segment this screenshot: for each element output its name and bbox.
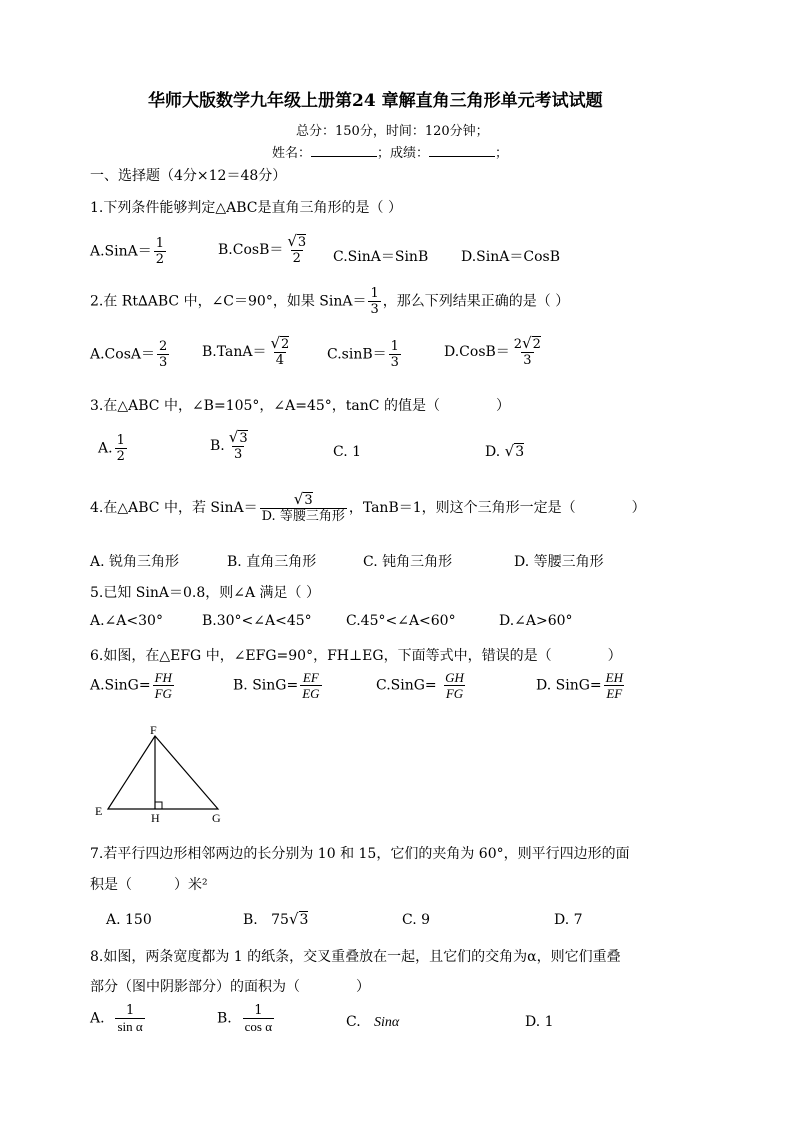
q5-option-d[interactable]: D.∠A>60° bbox=[499, 613, 573, 629]
q8-c-prefix: C. bbox=[346, 1014, 361, 1030]
q5-stem: 5.已知 SinA＝0.8，则∠A 满足（ ） bbox=[90, 585, 321, 601]
triangle-efg-figure bbox=[88, 722, 238, 827]
denominator: 3 bbox=[390, 355, 399, 370]
q6-b-fraction bbox=[300, 670, 321, 701]
numerator: 1 bbox=[116, 433, 125, 448]
numerator: EF bbox=[302, 670, 319, 685]
q6-option-d[interactable] bbox=[536, 670, 627, 701]
q7-option-d[interactable]: D. 7 bbox=[554, 912, 583, 928]
q4-option-b[interactable]: B. 直角三角形 bbox=[227, 554, 317, 570]
sqrt-icon: √ bbox=[287, 232, 297, 250]
q2-stem-fraction bbox=[368, 286, 380, 317]
q2-a-prefix: A.CosA＝ bbox=[90, 346, 155, 363]
radicand: 3 bbox=[515, 444, 525, 460]
q5-option-b[interactable]: B.30°<∠A<45° bbox=[202, 613, 312, 629]
q4-stem-pre: 4.在△ABC 中，若 SinA＝ bbox=[90, 500, 258, 516]
coefficient: 2 bbox=[513, 337, 523, 352]
q7-option-b[interactable] bbox=[243, 910, 308, 928]
q8-a-fraction bbox=[115, 1003, 144, 1034]
denominator: EF bbox=[606, 686, 623, 701]
label-g: G bbox=[212, 811, 221, 825]
q6-d-prefix: D. SinG= bbox=[536, 677, 602, 694]
denominator: sin α bbox=[117, 1019, 143, 1034]
q1-option-b[interactable] bbox=[218, 234, 310, 266]
section-heading: 一、选择题（4分×12＝48分） bbox=[90, 168, 287, 184]
triangle-outline bbox=[108, 736, 218, 809]
q1-a-prefix: A.SinA＝ bbox=[90, 243, 152, 260]
q4-option-d[interactable]: D. 等腰三角形 bbox=[514, 554, 604, 570]
denominator: D. 等腰三角形 bbox=[261, 509, 345, 524]
radicand: 3 bbox=[239, 431, 248, 446]
q1-b-prefix: B.CosB＝ bbox=[218, 242, 284, 258]
q8-option-a[interactable] bbox=[90, 1003, 147, 1034]
q2-stem bbox=[90, 286, 569, 317]
q3-a-fraction bbox=[115, 433, 127, 464]
q6-c-prefix: C.SinG= bbox=[376, 677, 437, 694]
q2-stem-pre: 2.在 Rt∆ABC 中，∠C＝90°，如果 SinA＝ bbox=[90, 293, 367, 310]
numerator: 2 bbox=[159, 339, 168, 354]
q2-option-a[interactable] bbox=[90, 339, 171, 370]
q3-option-a[interactable] bbox=[98, 433, 129, 464]
q2-c-fraction bbox=[389, 339, 401, 370]
label-f: F bbox=[150, 723, 157, 737]
q3-option-d[interactable] bbox=[485, 442, 524, 460]
radicand: 3 bbox=[299, 912, 309, 928]
q3-b-fraction bbox=[227, 430, 250, 462]
q8-c-value: Sinα bbox=[374, 1015, 400, 1030]
q6-stem: 6.如图，在△EFG 中，∠EFG=90°，FH⊥EG，下面等式中，错误的是（ ） bbox=[90, 648, 622, 664]
q7-option-c[interactable]: C. 9 bbox=[402, 912, 431, 928]
denominator: 2 bbox=[116, 449, 125, 464]
sqrt-icon: √ bbox=[504, 442, 515, 460]
q2-stem-post: ，那么下列结果正确的是（ ） bbox=[382, 293, 570, 310]
name-blank[interactable] bbox=[311, 156, 377, 157]
numerator: 1 bbox=[155, 236, 165, 251]
denominator: 3 bbox=[370, 302, 379, 317]
q8-option-c[interactable] bbox=[346, 1014, 399, 1031]
q3-option-b[interactable] bbox=[210, 430, 252, 462]
radicand: 2 bbox=[532, 337, 541, 352]
q8-option-b[interactable] bbox=[217, 1003, 276, 1034]
numerator: 1 bbox=[254, 1003, 263, 1018]
q1-option-a[interactable] bbox=[90, 236, 168, 267]
page-title: 华师大版数学九年级上册第24 章解直角三角形单元考试试题 bbox=[148, 91, 603, 111]
sqrt-icon: √ bbox=[293, 490, 304, 508]
q7-stem-line2: 积是（ ）米² bbox=[90, 877, 208, 893]
q4-option-a[interactable]: A. 锐角三角形 bbox=[90, 554, 180, 570]
q7-stem-line1: 7.若平行四边形相邻两边的长分别为 10 和 15，它们的夹角为 60°，则平行四边形的面 bbox=[90, 846, 630, 862]
q3-d-prefix: D. bbox=[485, 444, 501, 460]
numerator: 1 bbox=[390, 339, 399, 354]
sqrt-icon: √ bbox=[228, 428, 239, 446]
q8-stem-line1: 8.如图，两条宽度都为 1 的纸条，交叉重叠放在一起，且它们的交角为α，则它们重叠 bbox=[90, 949, 621, 965]
q8-b-fraction bbox=[243, 1003, 274, 1034]
name-score-line bbox=[272, 142, 508, 161]
q1-a-fraction bbox=[154, 236, 166, 267]
q8-option-d[interactable]: D. 1 bbox=[525, 1014, 554, 1030]
q3-option-c[interactable]: C. 1 bbox=[333, 444, 362, 460]
q1-option-c[interactable]: C.SinA＝SinB bbox=[333, 249, 429, 265]
q2-a-fraction bbox=[157, 339, 169, 370]
score-label: ；成绩： bbox=[377, 146, 430, 161]
q3-stem: 3.在△ABC 中，∠B=105°，∠A=45°，tanC 的值是（ ） bbox=[90, 398, 510, 414]
q2-option-d[interactable] bbox=[444, 336, 545, 368]
denominator: FG bbox=[154, 686, 172, 701]
sqrt-icon: √ bbox=[270, 334, 281, 352]
name-label: 姓名： bbox=[272, 146, 312, 161]
numerator: 1 bbox=[125, 1003, 135, 1018]
q6-c-fraction bbox=[443, 670, 466, 701]
q1-stem: 1.下列条件能够判定△ABC是直角三角形的是（ ） bbox=[90, 200, 402, 216]
q6-option-c[interactable] bbox=[376, 670, 468, 701]
q6-a-fraction bbox=[153, 670, 174, 701]
q6-b-prefix: B. SinG= bbox=[233, 677, 299, 694]
score-blank[interactable] bbox=[429, 156, 495, 157]
q8-a-prefix: A. bbox=[90, 1010, 105, 1027]
denominator: 3 bbox=[523, 353, 532, 368]
q6-option-b[interactable] bbox=[233, 670, 324, 701]
denominator: cos α bbox=[244, 1019, 273, 1034]
label-e: E bbox=[95, 804, 103, 818]
denominator: 2 bbox=[155, 252, 165, 267]
numerator: FH bbox=[154, 670, 172, 685]
numerator: 1 bbox=[370, 286, 379, 301]
q2-d-fraction bbox=[512, 336, 543, 368]
denominator: 4 bbox=[275, 353, 285, 368]
q1-b-fraction bbox=[285, 234, 308, 266]
q5-option-a[interactable]: A.∠A<30° bbox=[90, 613, 163, 629]
q2-b-prefix: B.TanA＝ bbox=[202, 344, 267, 360]
label-h: H bbox=[151, 811, 160, 825]
q8-stem-line2: 部分（图中阴影部分）的面积为（ ） bbox=[90, 979, 370, 995]
denominator: EG bbox=[302, 686, 320, 701]
q2-c-prefix: C.sinB＝ bbox=[327, 346, 387, 363]
numerator: GH bbox=[445, 670, 464, 685]
right-angle-mark bbox=[155, 802, 162, 809]
q7-option-a[interactable]: A. 150 bbox=[106, 912, 152, 928]
q2-d-prefix: D.CosB＝ bbox=[444, 344, 510, 360]
denominator: 3 bbox=[159, 355, 168, 370]
sqrt-icon: √ bbox=[522, 334, 532, 352]
q4-stem-post: ，TanB＝1，则这个三角形一定是（ ） bbox=[348, 500, 646, 516]
q3-a-prefix: A. bbox=[98, 440, 113, 457]
q2-option-b[interactable] bbox=[202, 336, 293, 368]
q4-stem bbox=[90, 492, 646, 524]
q6-d-fraction bbox=[604, 670, 625, 701]
denominator: FG bbox=[445, 686, 464, 701]
denominator: 2 bbox=[292, 251, 301, 266]
radicand: 2 bbox=[281, 337, 290, 352]
q5-option-c[interactable]: C.45°<∠A<60° bbox=[346, 613, 456, 629]
q6-a-prefix: A.SinG= bbox=[90, 677, 151, 694]
sqrt-icon: √ bbox=[288, 910, 299, 928]
numerator: EH bbox=[605, 670, 623, 685]
exam-info: 总分：150分，时间：120分钟； bbox=[296, 124, 489, 139]
q4-option-c[interactable]: C. 钝角三角形 bbox=[363, 554, 453, 570]
q1-option-d[interactable]: D.SinA＝CosB bbox=[461, 249, 560, 265]
coefficient: 75 bbox=[271, 912, 289, 928]
q4-stem-fraction bbox=[260, 492, 347, 524]
radicand: 3 bbox=[297, 235, 307, 250]
q2-option-c[interactable] bbox=[327, 339, 403, 370]
radicand: 3 bbox=[304, 493, 313, 508]
q6-option-a[interactable] bbox=[90, 670, 176, 701]
q8-b-prefix: B. bbox=[217, 1010, 232, 1027]
q7-b-prefix: B. bbox=[243, 912, 258, 928]
q3-b-prefix: B. bbox=[210, 438, 225, 454]
denominator: 3 bbox=[234, 447, 243, 462]
end-mark: ； bbox=[495, 146, 509, 161]
q2-b-fraction bbox=[268, 336, 291, 368]
